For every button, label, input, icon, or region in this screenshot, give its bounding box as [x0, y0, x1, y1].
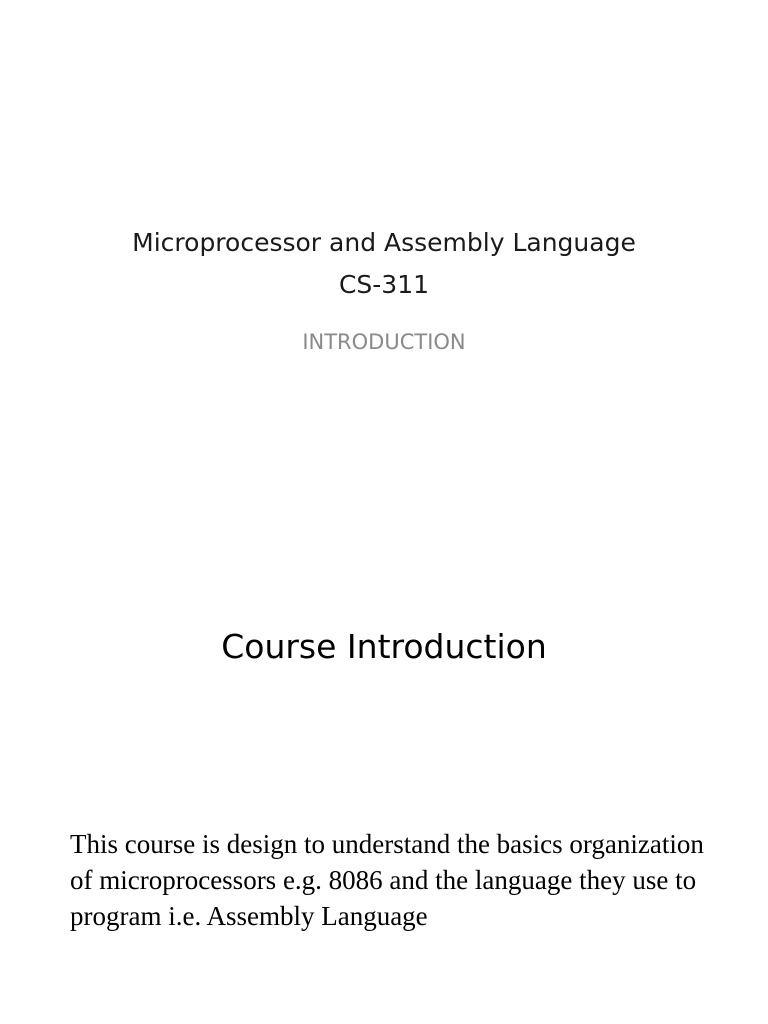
slide-title-line-1: Microprocessor and Assembly Language [132, 228, 636, 257]
slide-subtitle: INTRODUCTION [302, 330, 466, 354]
body-paragraph: This course is design to understand the basics organization of microprocessors e.g. 8086 and the language they use to program i.e. Assembly Language [70, 829, 704, 931]
section-heading: Course Introduction [221, 627, 547, 666]
slide-title-line-2: CS-311 [338, 270, 430, 299]
slide-title [0, 222, 768, 306]
